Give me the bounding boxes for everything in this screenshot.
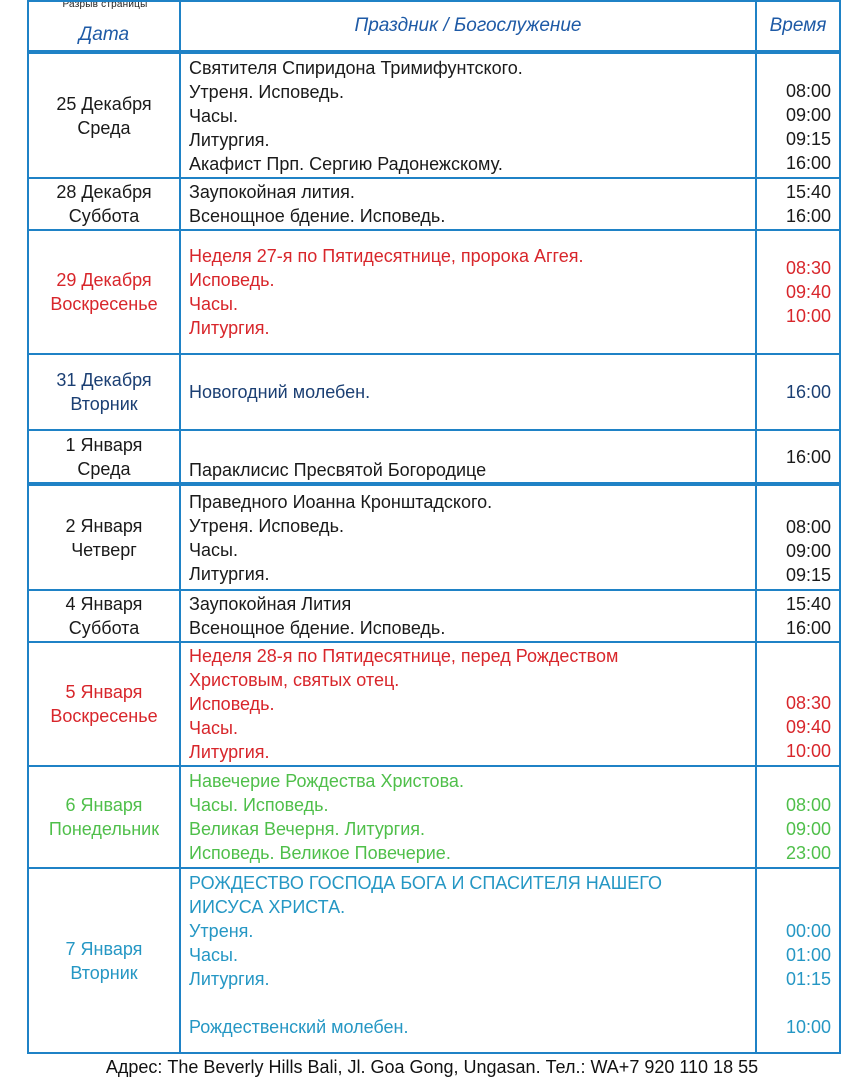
service-cell: [180, 590, 756, 642]
time-value: 16:00: [785, 446, 831, 467]
time-value: 09:15: [785, 565, 831, 585]
service-line: Утреня.: [189, 921, 254, 941]
time-cell: [756, 354, 840, 430]
service-line: Часы.: [189, 105, 238, 126]
date-weekday: Понедельник: [48, 819, 160, 839]
service-cell: [180, 230, 756, 354]
time-value: 09:00: [785, 819, 831, 839]
service-line: Великая Вечерня. Литургия.: [189, 819, 426, 839]
service-line: Часы.: [189, 718, 238, 738]
time-value: 09:40: [785, 717, 831, 737]
time-value: 00:00: [785, 921, 831, 941]
date-weekday: Вторник: [70, 394, 138, 414]
schedule-row: [28, 430, 840, 484]
date-day: 4 Января: [65, 594, 143, 614]
service-line: Заупокойная лития.: [189, 182, 355, 202]
time-value: 09:00: [785, 105, 831, 125]
date-cell: [28, 430, 180, 484]
schedule-row: [28, 52, 840, 178]
date-weekday: Суббота: [68, 206, 140, 226]
service-line: Исповедь.: [189, 270, 275, 290]
date-cell: [28, 52, 180, 178]
service-line: Новогодний молебен.: [189, 382, 371, 402]
date-day: 25 Декабря: [56, 93, 152, 114]
date-cell: [28, 868, 180, 1053]
time-value: 15:40: [785, 182, 831, 202]
time-value: 09:15: [785, 129, 831, 149]
date-day: 7 Января: [65, 938, 143, 959]
service-line: Утреня. Исповедь.: [189, 515, 344, 536]
schedule-row: [28, 178, 840, 230]
date-day: 1 Января: [65, 434, 143, 455]
time-value: 08:00: [785, 795, 831, 815]
service-line: Всенощное бдение. Исповедь.: [189, 618, 446, 638]
service-line: Параклисис Пресвятой Богородице: [189, 460, 487, 480]
service-line: Часы.: [189, 539, 238, 560]
time-cell: [756, 178, 840, 230]
date-weekday: Воскресенье: [50, 706, 158, 726]
service-line: Часы.: [189, 294, 238, 314]
service-line: Неделя 28-я по Пятидесятнице, перед Рождеством: [189, 646, 619, 666]
service-cell: [180, 484, 756, 590]
service-line: Неделя 27-я по Пятидесятнице, пророка Аггея.: [189, 246, 584, 266]
service-cell: [180, 430, 756, 484]
time-cell: [756, 430, 840, 484]
service-line: Рождественский молебен.: [189, 1017, 409, 1037]
time-value: 16:00: [785, 618, 831, 638]
header-date: Дата: [28, 1, 180, 52]
time-cell: [756, 590, 840, 642]
date-day: 29 Декабря: [56, 270, 152, 290]
time-value: 10:00: [785, 741, 831, 761]
time-value: 08:30: [785, 258, 831, 278]
time-cell: [756, 766, 840, 868]
date-cell: [28, 590, 180, 642]
service-line: Исповедь.: [189, 694, 275, 714]
time-value: 09:00: [785, 541, 831, 561]
date-weekday: Воскресенье: [50, 294, 158, 314]
schedule-row: [28, 484, 840, 590]
time-cell: [756, 230, 840, 354]
time-spacer: [757, 991, 831, 1015]
date-cell: [28, 642, 180, 766]
service-cell: [180, 178, 756, 230]
time-value: 23:00: [785, 843, 831, 863]
service-line: Литургия.: [189, 318, 270, 338]
service-line: Акафист Прп. Сергию Радонежскому.: [189, 153, 503, 174]
time-cell: [756, 868, 840, 1053]
schedule-row: [28, 354, 840, 430]
time-value: 16:00: [785, 206, 831, 226]
service-line: Литургия.: [189, 563, 270, 584]
date-weekday: Среда: [77, 117, 131, 138]
date-day: 2 Января: [65, 515, 143, 536]
date-cell: [28, 178, 180, 230]
schedule-row: [28, 590, 840, 642]
schedule-row: [28, 868, 840, 1053]
schedule-table: [27, 0, 841, 1054]
date-day: 6 Января: [65, 795, 143, 815]
header-time: Время: [756, 1, 840, 52]
time-value: 01:00: [785, 945, 831, 965]
date-cell: [28, 484, 180, 590]
date-weekday: Вторник: [70, 962, 138, 983]
service-line: Литургия.: [189, 129, 270, 150]
service-line: Часы. Исповедь.: [189, 795, 329, 815]
date-day: 31 Декабря: [56, 370, 152, 390]
time-cell: [756, 52, 840, 178]
schedule-row: [28, 230, 840, 354]
date-weekday: Суббота: [68, 618, 140, 638]
service-line: Литургия.: [189, 969, 270, 989]
date-cell: [28, 766, 180, 868]
time-value: 08:30: [785, 693, 831, 713]
service-line: Литургия.: [189, 742, 270, 762]
schedule-row: [28, 642, 840, 766]
time-value: 09:40: [785, 282, 831, 302]
date-day: 5 Января: [65, 682, 143, 702]
service-cell: [180, 642, 756, 766]
time-value: 16:00: [785, 153, 831, 173]
service-line: РОЖДЕСТВО ГОСПОДА БОГА И СПАСИТЕЛЯ НАШЕГО: [189, 873, 662, 893]
time-value: 16:00: [785, 382, 831, 402]
date-cell: [28, 230, 180, 354]
schedule-row: [28, 766, 840, 868]
service-cell: [180, 354, 756, 430]
time-cell: [756, 642, 840, 766]
service-line: ИИСУСА ХРИСТА.: [189, 897, 346, 917]
service-line: Святителя Спиридона Тримифунтского.: [189, 57, 523, 78]
service-line: Праведного Иоанна Кронштадского.: [189, 491, 493, 512]
service-line: Часы.: [189, 945, 238, 965]
service-line: Заупокойная Лития: [189, 594, 352, 614]
header-service: Праздник / Богослужение: [180, 1, 756, 52]
date-cell: [28, 354, 180, 430]
service-line: Всенощное бдение. Исповедь.: [189, 206, 446, 226]
time-value: 01:15: [785, 969, 831, 989]
time-value: 08:00: [785, 517, 831, 537]
address-footer: Адрес: The Beverly Hills Bali, Jl. Goa Gong, Ungasan. Тел.: WA+7 920 110 18 55: [105, 1057, 759, 1077]
time-value: 10:00: [785, 306, 831, 326]
date-weekday: Четверг: [71, 539, 137, 560]
service-line: Утреня. Исповедь.: [189, 81, 344, 102]
service-cell: [180, 868, 756, 1053]
service-line: Христовым, святых отец.: [189, 670, 400, 690]
page-break-text: Разрыв страницы: [62, 0, 148, 10]
service-cell: [180, 766, 756, 868]
header-row: [28, 1, 840, 52]
time-cell: [756, 484, 840, 590]
service-line: Исповедь. Великое Повечерие.: [189, 843, 451, 863]
date-day: 28 Декабря: [56, 182, 152, 202]
service-spacer: [189, 991, 755, 1015]
time-value: 10:00: [785, 1017, 831, 1037]
service-cell: [180, 52, 756, 178]
date-weekday: Среда: [77, 458, 131, 479]
time-value: 15:40: [785, 594, 831, 614]
service-line: Навечерие Рождества Христова.: [189, 771, 464, 791]
time-value: 08:00: [785, 81, 831, 101]
